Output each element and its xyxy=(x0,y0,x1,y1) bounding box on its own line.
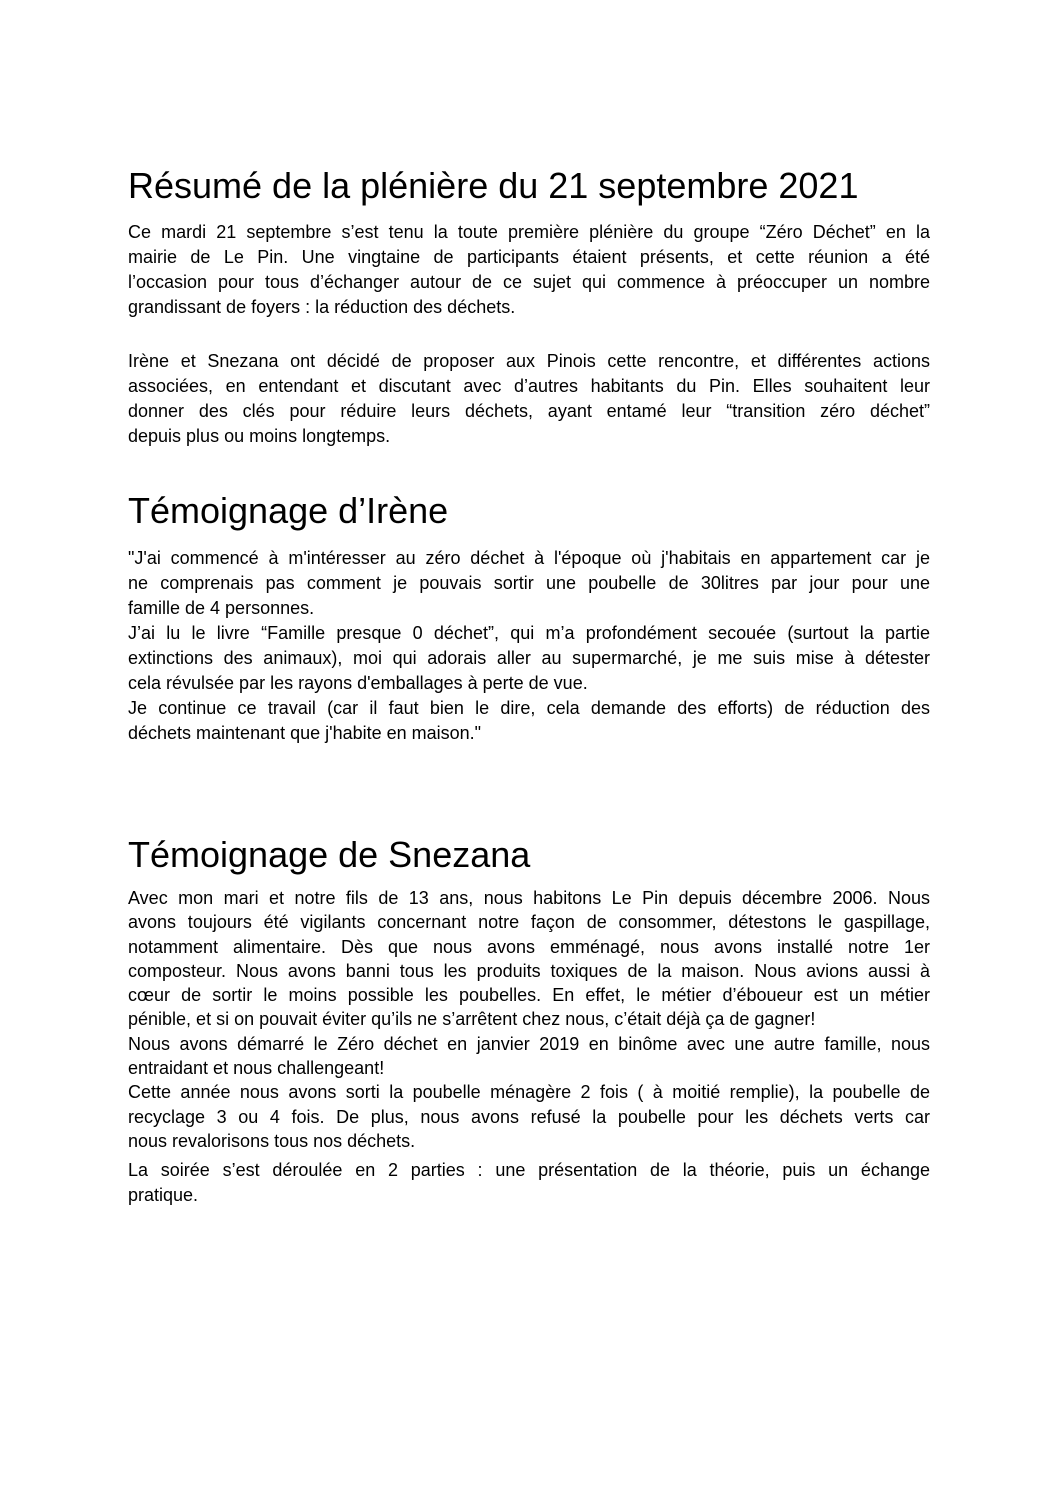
paragraph-irene-testimony xyxy=(128,546,930,746)
text-line: mairie de Le Pin. Une vingtaine de participants étaient présents, et cette réunion a été xyxy=(128,247,930,267)
text-line: Cette année nous avons sorti la poubelle ménagère 2 fois ( à moitié remplie), la poubelle de xyxy=(128,1082,930,1103)
text-line: l’occasion pour tous d’échanger autour de ce sujet qui commence à préoccuper un nombre xyxy=(128,272,930,292)
text-line: cela révulsée par les rayons d'emballages à perte de vue. xyxy=(128,673,588,693)
text-line: grandissant de foyers : la réduction des déchets. xyxy=(128,297,516,317)
text-line: notamment alimentaire. Dès que nous avons emménagé, nous avons installé notre 1er xyxy=(128,936,930,957)
text-line: entraidant et nous challengeant! xyxy=(128,1058,385,1079)
text-line: Ce mardi 21 septembre s’est tenu la toute première plénière du groupe “Zéro Déchet” en la xyxy=(128,222,930,242)
text-line: Irène et Snezana ont décidé de proposer aux Pinois cette rencontre, et différentes actions xyxy=(128,351,930,371)
text-line: donner des clés pour réduire leurs déchets, ayant entamé leur “transition zéro déchet” xyxy=(128,401,930,421)
paragraph-evening-summary xyxy=(128,1158,930,1208)
text-line: Nous avons démarré le Zéro déchet en janvier 2019 en binôme avec une autre famille, nous xyxy=(128,1033,930,1054)
text-line: extinctions des animaux), moi qui adorais aller au supermarché, je me suis mise à détester xyxy=(128,648,930,668)
text-line: avons toujours été vigilants concernant notre façon de consommer, détestons le gaspillage, xyxy=(128,912,930,933)
text-line: "J'ai commencé à m'intéresser au zéro déchet à l'époque où j'habitais en appartement car je xyxy=(128,548,930,568)
section-title-snezana: Témoignage de Snezana xyxy=(128,834,531,875)
text-line: nous revalorisons tous nos déchets. xyxy=(128,1130,416,1151)
text-line: J’ai lu le livre “Famille presque 0 déchet”, qui m’a profondément secouée (surtout la partie xyxy=(128,623,930,643)
text-line: cœur de sortir le moins possible les poubelles. En effet, le métier d’éboueur est un métier xyxy=(128,985,930,1006)
paragraph-snezana-testimony xyxy=(128,886,930,1153)
paragraph-intro xyxy=(128,220,930,320)
text-line: ne comprenais pas comment je pouvais sortir une poubelle de 30litres par jour pour une xyxy=(128,573,930,593)
text-line: Je continue ce travail (car il faut bien le dire, cela demande des efforts) de réduction des xyxy=(128,698,930,718)
paragraph-organizers xyxy=(128,349,930,449)
text-line: La soirée s’est déroulée en 2 parties : une présentation de la théorie, puis un échange xyxy=(128,1160,930,1180)
text-line: Avec mon mari et notre fils de 13 ans, nous habitons Le Pin depuis décembre 2006. Nous xyxy=(128,888,930,908)
section-title-resume: Résumé de la plénière du 21 septembre 2021 xyxy=(128,165,859,206)
text-line: depuis plus ou moins longtemps. xyxy=(128,426,391,446)
section-title-irene: Témoignage d’Irène xyxy=(128,490,449,531)
text-line: pratique. xyxy=(128,1185,199,1205)
text-line: déchets maintenant que j'habite en maison." xyxy=(128,723,482,743)
text-line: composteur. Nous avons banni tous les produits toxiques de la maison. Nous avions aussi à xyxy=(128,960,930,981)
text-line: famille de 4 personnes. xyxy=(128,598,315,618)
text-line: pénible, et si on pouvait éviter qu’ils ne s’arrêtent chez nous, c’était déjà ça de gagner! xyxy=(128,1009,816,1030)
text-line: recyclage 3 ou 4 fois. De plus, nous avons refusé la poubelle pour les déchets verts car xyxy=(128,1106,930,1127)
text-line: associées, en entendant et discutant avec d’autres habitants du Pin. Elles souhaitent leur xyxy=(128,376,930,396)
